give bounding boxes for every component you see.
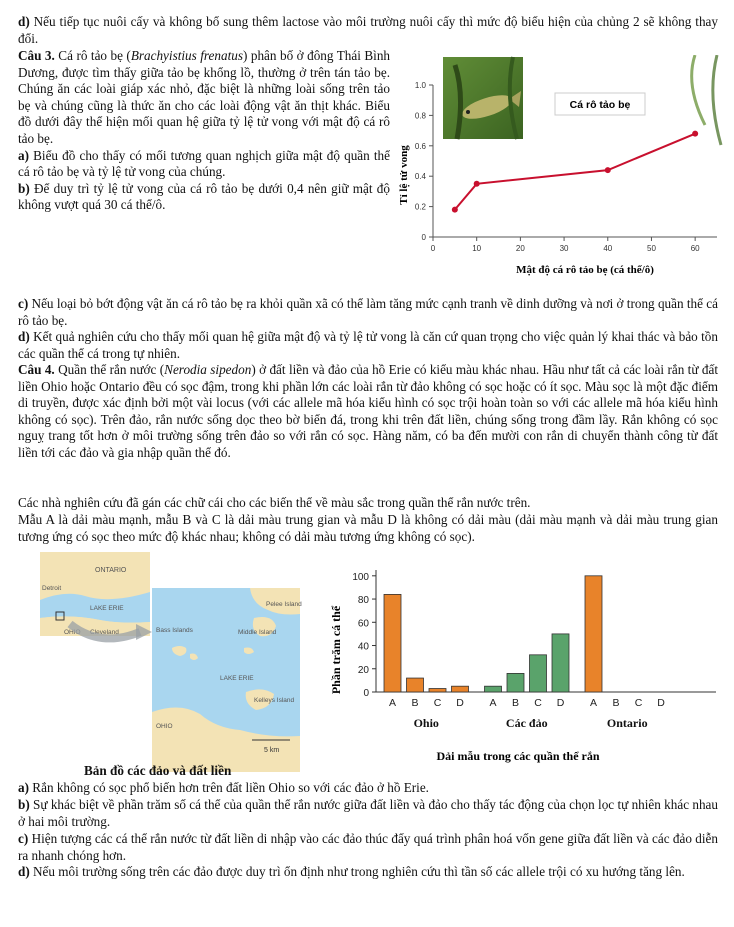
map-label-detroit: Detroit — [42, 585, 62, 592]
y-axis-label: Phần trăm cá thể — [329, 605, 343, 695]
y-tick-label: 100 — [352, 571, 369, 583]
data-point — [452, 207, 458, 213]
category-label: D — [657, 697, 665, 709]
map-label-ohio-detail: OHIO — [156, 723, 173, 730]
q4-option-c: c) Hiện tượng các cá thể rắn nước từ đất liền di nhập vào các đảo thúc đẩy quá trình phân hoá vốn gene giữa đất liền và các đảo diễn ra nhanh chóng hơn. — [18, 831, 718, 863]
map-label-bass: Bass Islands — [156, 627, 193, 634]
category-label: A — [388, 697, 397, 709]
map-label-pelee: Pelee Island — [266, 601, 302, 608]
group-label: Các đảo — [505, 716, 548, 730]
kelp-decoration — [713, 55, 721, 145]
category-label: D — [456, 697, 464, 709]
y-tick-label: 0 — [421, 233, 426, 242]
q4-option-d: d) Nếu môi trường sống trên các đảo được duy trì ổn định như trong nghiên cứu thì tần số các allele trội có xu hướng tăng lên. — [18, 864, 685, 879]
q3-option-c: c) Nếu loại bỏ bớt động vật ăn cá rô tảo bẹ ra khỏi quần xã có thể làm tăng mức cạnh tranh về dinh dưỡng và nơi ở trong quần thể cá rô tảo bẹ. — [18, 296, 718, 328]
y-tick-label: 0.4 — [414, 172, 426, 182]
x-tick-label: 30 — [559, 244, 569, 253]
x-tick-label: 0 — [430, 244, 436, 253]
bar — [407, 678, 424, 692]
data-point — [474, 181, 480, 187]
q3-intro: Câu 3. Cá rô tảo bẹ (Brachyistius frenatus) phân bố ở đông Thái Bình Dương, được tìm thấy giữa tảo bẹ khổng lồ, thường ở trên tán tảo bẹ. Chúng ăn các loài giáp xác nhỏ, đặc biệt là những loài sống trên tảo bẹ và chúng cũng là thức ăn cho các loài động vật ăn thịt khác. Biểu đồ dưới đây thể hiện mối quan hệ giữa tỷ lệ tử vong với mật độ cá rô tảo bẹ. — [18, 48, 391, 146]
y-tick-label: 60 — [357, 618, 369, 630]
category-label: A — [489, 697, 497, 709]
bar — [585, 576, 602, 692]
mortality-density-chart — [395, 55, 725, 283]
category-label: B — [511, 697, 520, 709]
y-tick-label: 0.6 — [414, 141, 426, 151]
y-tick-label: 40 — [357, 641, 369, 653]
y-tick-label: 0 — [363, 688, 369, 699]
map-label-lake-erie: LAKE ERIE — [90, 605, 124, 612]
category-label: C — [534, 697, 542, 709]
x-axis-label: Dải mẫu trong các quần thể rắn — [436, 749, 600, 763]
bar — [552, 634, 569, 692]
category-label: B — [612, 697, 620, 709]
q3-option-b: b) Để duy trì tỷ lệ tử vong của cá rô tảo bẹ dưới 0,4 nên giữ mật độ không vượt quá 30 cá thể/ô. — [18, 180, 390, 213]
category-label: B — [411, 697, 419, 709]
x-tick-label: 60 — [690, 244, 700, 253]
bar — [384, 594, 401, 692]
bar — [530, 655, 547, 692]
bar — [429, 689, 446, 692]
y-axis-label: Tỉ lệ tử vong — [398, 145, 410, 205]
q3-text — [18, 48, 390, 214]
map-label-middle: Middle Island — [238, 629, 277, 636]
y-tick-label: 0.8 — [414, 111, 426, 121]
map-label-lake-erie-detail: LAKE ERIE — [220, 675, 254, 682]
q4-option-b: b) Sự khác biệt về phần trăm số cá thể của quần thể rắn nước giữa đất liền và đảo cho thấy tác động của chọn lọc tự nhiên khác nhau ở hai môi trường. — [18, 797, 718, 829]
category-label: C — [433, 697, 442, 709]
q2-option-d: d) Nếu tiếp tục nuôi cấy và không bổ sung thêm lactose vào môi trường nuôi cấy thì mức độ biểu hiện của chủng 2 sẽ không thay đổi. — [18, 14, 718, 46]
q3-option-d: d) Kết quả nghiên cứu cho thấy mối quan hệ giữa mật độ và tỷ lệ tử vong là căn cứ quan trọng cho việc quản lý khai thác và bảo tồn các quần thể cá trong tự nhiên. — [18, 329, 718, 361]
q4-intro: Câu 4. Quần thể rắn nước (Nerodia sipedon) ở đất liền và đảo của hồ Erie có kiểu màu khác nhau. Hầu như tất cả các loài rắn từ đất liền Ohio hoặc Ontario đều có sọc đậm, trong khi phần lớn các loài rắn từ đảo không có sọc hoặc có ít sọc. Màu sọc là một đặc điểm di truyền, được xác định bởi một vài locus (với các allele mã hóa kiểu hình có sọc trội hoàn toàn so với các allele mã hóa kiểu hình không có sọc). Trên đảo, rắn nước sống dọc theo bờ biển đá, trong khi trên đất liền, chúng sống trong đầm lầy. Rắn không có sọc nguỵ trang tốt hơn ở môi trường sống trên đảo so với rắn có sọc. Hàng năm, có ba đến mười con rắn di chuyển thành công từ đất liền tới các đảo và gia nhập quần thể đó. — [18, 362, 718, 460]
map-caption: Bản đồ các đảo và đất liền — [84, 763, 232, 778]
bar — [485, 686, 502, 692]
data-point — [605, 167, 611, 173]
map-label-kelleys: Kelleys Island — [254, 697, 295, 704]
data-point — [692, 131, 698, 137]
category-label: C — [634, 697, 643, 709]
category-label: A — [589, 697, 598, 709]
q4-option-a: a) Rắn không có sọc phổ biến hơn trên đất liền Ohio so với các đảo ở hồ Erie. — [18, 780, 429, 795]
inset-label: Cá rô tảo bẹ — [569, 99, 631, 111]
kelp-perch-photo — [443, 57, 523, 139]
erie-map — [40, 552, 310, 778]
q4-line3: Mẫu A là dải màu mạnh, mẫu B và C là dải màu trung gian và mẫu D là không có dải màu (dải màu mạnh và dải màu trung gian tương ứng có sọc theo mức độ khác nhau; không có dải màu tương ứng không có sọc). — [18, 512, 718, 544]
group-label: Ontario — [606, 716, 648, 730]
x-axis-label: Mật độ cá rô tảo bẹ (cá thể/ô) — [516, 264, 654, 276]
q4-line2: Các nhà nghiên cứu đã gán các chữ cái cho các biến thể về màu sắc trong quần thể rắn nước trên. — [18, 495, 531, 510]
y-tick-label: 20 — [357, 664, 369, 676]
q3-option-a: a) Biểu đồ cho thấy có mối tương quan nghịch giữa mật độ quần thể cá rô tảo bẹ và tỷ lệ tử vong của chúng. — [18, 147, 390, 180]
map-label-ontario: ONTARIO — [95, 567, 127, 574]
kelp-decoration — [692, 55, 705, 125]
map-scale-label: 5 km — [264, 747, 280, 754]
x-tick-label: 50 — [647, 244, 656, 253]
series-line — [455, 134, 695, 210]
map-label-cleveland: Cleveland — [90, 629, 119, 636]
y-tick-label: 80 — [357, 595, 369, 607]
y-tick-label: 0.2 — [414, 202, 426, 212]
group-label: Ohio — [413, 716, 439, 730]
map-label-ohio: OHIO — [64, 629, 81, 636]
x-tick-label: 20 — [515, 244, 525, 253]
bar — [452, 686, 469, 692]
x-tick-label: 10 — [472, 244, 482, 253]
snake-band-pattern-chart — [326, 558, 726, 772]
category-label: D — [556, 697, 565, 709]
x-tick-label: 40 — [603, 244, 613, 253]
y-tick-label: 1.0 — [414, 81, 426, 90]
bar — [507, 673, 524, 692]
